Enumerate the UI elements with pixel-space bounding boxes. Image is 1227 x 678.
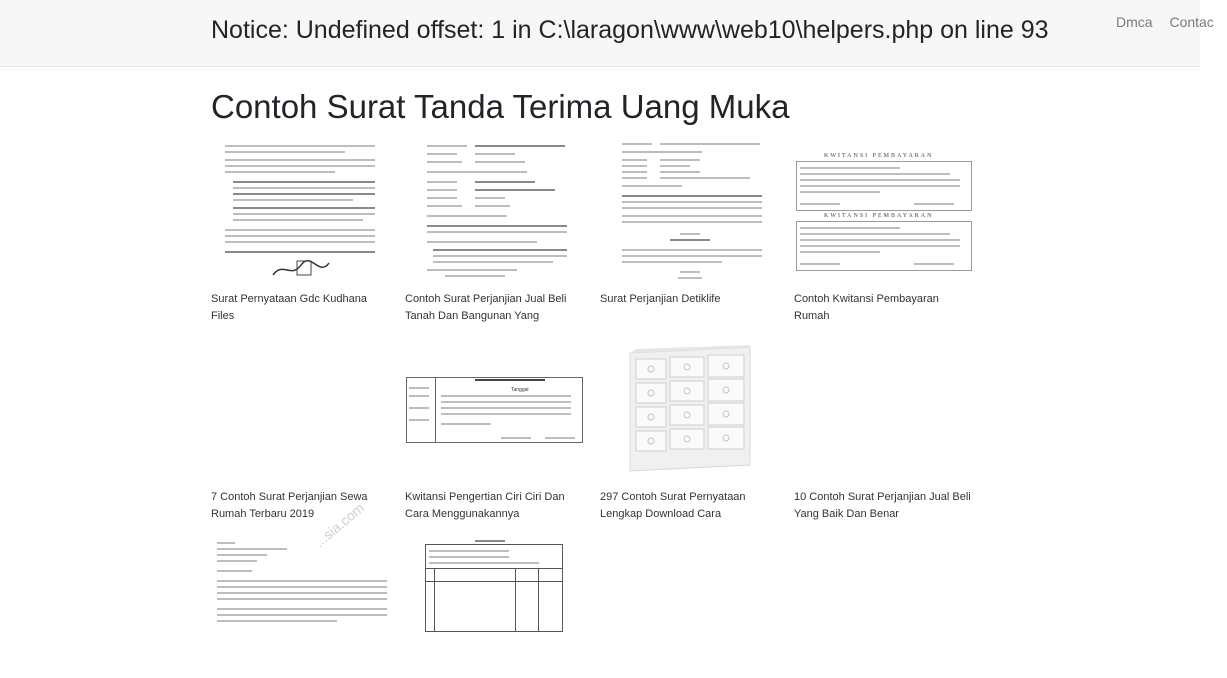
thumbnail-image[interactable] (405, 538, 585, 678)
card-caption[interactable]: Contoh Kwitansi Pembayaran Rumah (794, 293, 939, 322)
card-caption[interactable]: Surat Pernyataan Gdc Kudhana Files (211, 293, 367, 322)
thumbnail-image[interactable] (405, 339, 585, 479)
top-bar (0, 0, 1214, 67)
gallery-card[interactable] (405, 339, 585, 523)
gallery-card[interactable] (794, 339, 974, 523)
page-title: Contoh Surat Tanda Terima Uang Muka (211, 88, 790, 125)
nav-link-dmca[interactable]: Dmca (1116, 14, 1153, 30)
thumbnail-image[interactable] (600, 339, 780, 479)
gallery-card[interactable] (794, 141, 974, 325)
card-caption[interactable]: 7 Contoh Surat Perjanjian Sewa Rumah Terbaru 2019 (211, 491, 368, 520)
php-notice: Notice: Undefined offset: 1 in C:\laragon\www\web10\helpers.php on line 93 (211, 16, 1049, 44)
thumbnail-image[interactable] (405, 141, 585, 281)
top-nav (1116, 14, 1227, 30)
thumbnail-text: KWITANSI PEMBAYARAN (824, 153, 934, 159)
thumbnail-text: KWITANSI PEMBAYARAN (824, 213, 934, 219)
gallery-card[interactable] (405, 141, 585, 325)
card-caption[interactable]: Kwitansi Pengertian Ciri Ciri Dan Cara Menggunakannya (405, 491, 565, 520)
gallery-card[interactable] (211, 339, 391, 523)
card-caption[interactable]: 10 Contoh Surat Perjanjian Jual Beli Yang Baik Dan Benar (794, 491, 971, 520)
gallery-card[interactable] (405, 538, 585, 678)
gallery-card[interactable] (211, 141, 391, 325)
thumbnail-image[interactable] (211, 141, 391, 281)
thumbnail-image[interactable] (600, 141, 780, 281)
watermark-text: ...sia.com (311, 499, 368, 551)
card-caption[interactable]: Contoh Surat Perjanjian Jual Beli Tanah Dan Bangunan Yang (405, 293, 567, 322)
card-caption[interactable]: 297 Contoh Surat Pernyataan Lengkap Download Cara (600, 491, 746, 520)
thumbnail-text: Tanggal (511, 387, 529, 393)
nav-link-contact[interactable]: Contac (1169, 14, 1214, 30)
gallery-card[interactable] (600, 141, 780, 308)
card-caption[interactable]: Surat Perjanjian Detiklife (600, 293, 721, 305)
thumbnail-image[interactable] (794, 339, 974, 479)
thumbnail-image[interactable] (211, 339, 391, 479)
gallery-card[interactable] (600, 339, 780, 523)
thumbnail-image[interactable] (794, 141, 974, 281)
